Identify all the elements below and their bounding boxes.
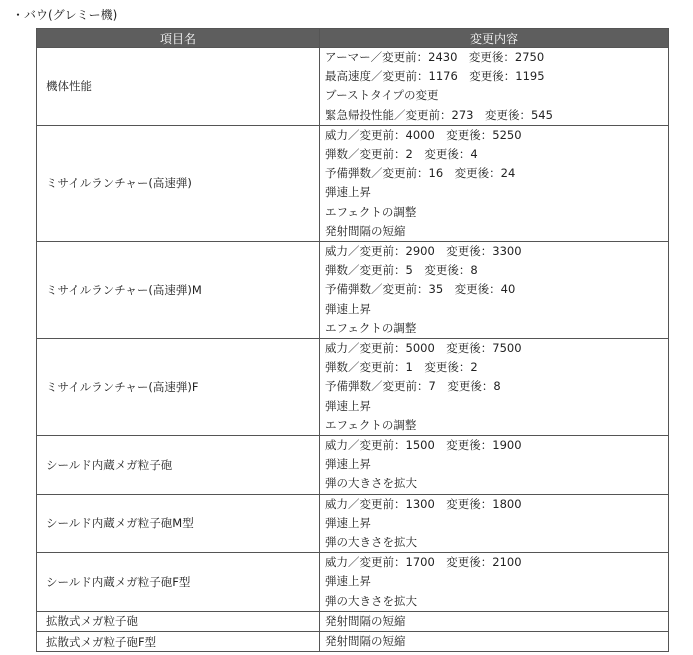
table-row <box>37 48 669 126</box>
table-row <box>37 632 669 652</box>
item-name-cell: シールド内蔵メガ粒子砲M型 <box>37 494 320 553</box>
item-name-cell: ミサイルランチャー(高速弾) <box>37 125 320 241</box>
item-name-cell: 機体性能 <box>37 48 320 126</box>
table-body <box>37 48 669 652</box>
table-row <box>37 242 669 339</box>
change-line: 威力／変更前：2900 変更後：3300 <box>325 244 522 259</box>
change-line: 弾数／変更前：1 変更後：2 <box>325 360 478 375</box>
change-line: 弾速上昇 <box>325 185 371 200</box>
table-header-row <box>37 29 669 48</box>
item-name-cell: ミサイルランチャー(高速弾)M <box>37 242 320 339</box>
change-line: 予備弾数／変更前：16 変更後：24 <box>325 166 516 181</box>
change-content-cell <box>320 242 669 339</box>
change-line: 予備弾数／変更前：35 変更後：40 <box>325 282 516 297</box>
change-content-cell <box>320 632 669 652</box>
change-line: エフェクトの調整 <box>325 204 417 219</box>
column-header-item-name: 項目名 <box>37 29 320 48</box>
change-line: 発射間隔の短縮 <box>325 613 406 628</box>
table-row <box>37 339 669 436</box>
change-line: 弾数／変更前：2 変更後：4 <box>325 147 478 162</box>
change-line: 発射間隔の短縮 <box>325 634 406 649</box>
item-name-cell: 拡散式メガ粒子砲F型 <box>37 632 320 652</box>
change-line: アーマー／変更前：2430 変更後：2750 <box>325 50 545 64</box>
change-line: 発射間隔の短縮 <box>325 223 406 238</box>
change-line: 弾の大きさを拡大 <box>325 476 417 491</box>
change-line: 威力／変更前：1300 変更後：1800 <box>325 496 522 511</box>
item-name-cell: ミサイルランチャー(高速弾)F <box>37 339 320 436</box>
change-line: 弾の大きさを拡大 <box>325 593 417 608</box>
change-line: ブーストタイプの変更 <box>325 88 439 103</box>
change-line: 威力／変更前：5000 変更後：7500 <box>325 341 522 356</box>
item-name-cell: 拡散式メガ粒子砲 <box>37 611 320 631</box>
change-content-cell <box>320 48 669 126</box>
change-line: 威力／変更前：1500 変更後：1900 <box>325 438 522 453</box>
change-content-cell <box>320 436 669 495</box>
table-row <box>37 494 669 553</box>
change-line: 予備弾数／変更前：7 変更後：8 <box>325 379 501 394</box>
change-line: 弾速上昇 <box>325 574 371 589</box>
table-row <box>37 553 669 612</box>
changes-table <box>36 28 669 652</box>
change-line: 威力／変更前：1700 変更後：2100 <box>325 555 522 570</box>
change-content-cell <box>320 125 669 241</box>
item-name-cell: シールド内蔵メガ粒子砲F型 <box>37 553 320 612</box>
change-content-cell <box>320 611 669 631</box>
change-line: 弾数／変更前：5 変更後：8 <box>325 263 478 278</box>
change-content-cell <box>320 339 669 436</box>
change-line: 緊急帰投性能／変更前：273 変更後：545 <box>325 107 553 122</box>
change-line: 弾の大きさを拡大 <box>325 535 417 550</box>
change-line: 弾速上昇 <box>325 398 371 413</box>
table-row <box>37 436 669 495</box>
change-line: 威力／変更前：4000 変更後：5250 <box>325 127 522 142</box>
change-line: 弾速上昇 <box>325 301 371 316</box>
change-line: エフェクトの調整 <box>325 417 417 432</box>
table-row <box>37 125 669 241</box>
section-heading: ・バウ(グレミー機) <box>12 8 118 22</box>
change-line: 弾速上昇 <box>325 515 371 530</box>
table-row <box>37 611 669 631</box>
change-content-cell <box>320 553 669 612</box>
change-line: 最高速度／変更前：1176 変更後：1195 <box>325 69 545 84</box>
change-line: 弾速上昇 <box>325 457 371 472</box>
item-name-cell: シールド内蔵メガ粒子砲 <box>37 436 320 495</box>
change-content-cell <box>320 494 669 553</box>
change-line: エフェクトの調整 <box>325 320 417 335</box>
column-header-changes: 変更内容 <box>320 29 669 48</box>
